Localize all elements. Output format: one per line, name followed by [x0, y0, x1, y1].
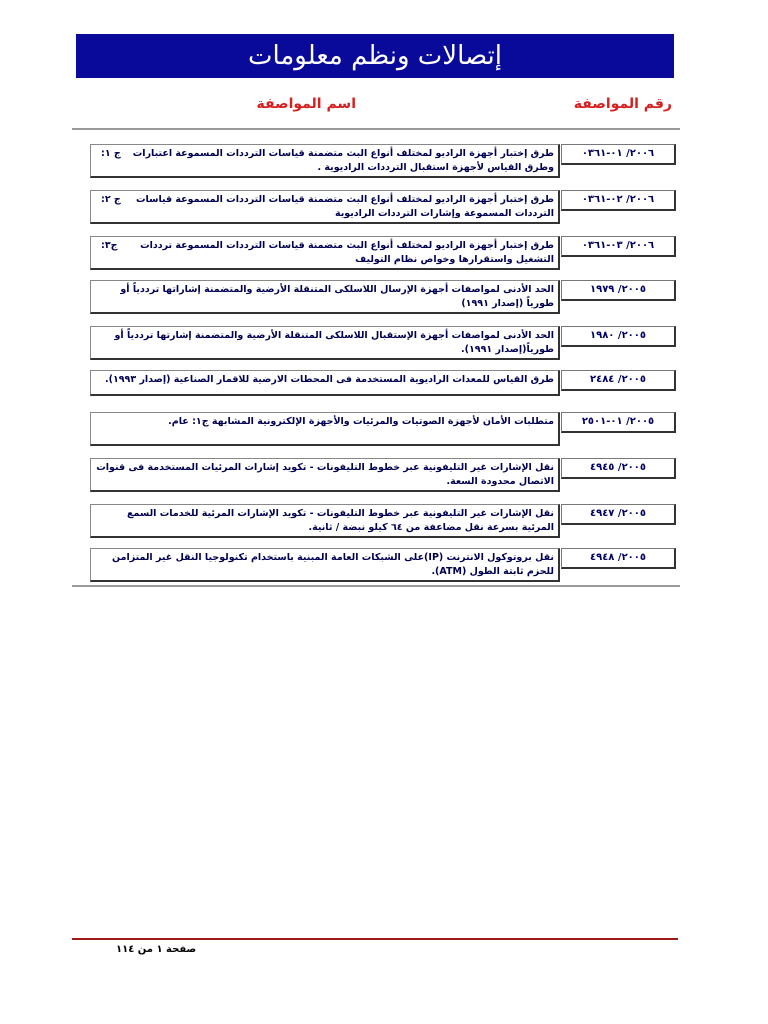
- list-bottom-divider: [72, 585, 680, 587]
- spec-name: [90, 144, 560, 178]
- spec-number: ٢٠٠٥/ ٤٩٤٧: [561, 504, 676, 525]
- spec-number: ٢٠٠٥/ ٠١-٢٥٠١: [561, 412, 676, 433]
- spec-name: [90, 190, 560, 224]
- header-divider: [72, 128, 680, 130]
- spec-number: ٢٠٠٥/ ٤٩٤٥: [561, 458, 676, 479]
- page-number: صفحة ١ من ١١٤: [116, 944, 197, 955]
- footer-divider: [72, 938, 678, 940]
- spec-name-text: الحد الأدنى لمواصفات أجهزة الإرسال اللاسلكى المتنقلة الأرضية والمتضمنة إشاراتها ترددياً أو طورياً (إصدار ١٩٩١): [120, 284, 554, 309]
- spec-name: [90, 280, 560, 314]
- spec-name: [90, 236, 560, 270]
- spec-name-text: نقل الإشارات غير التليفونية عبر خطوط التليفونات - تكويد إشارات المرئيات المستخدمة فى قنوات الاتصال محدودة السعة.: [96, 462, 554, 487]
- spec-number: ٢٠٠٥/ ١٩٨٠: [561, 326, 676, 347]
- spec-part: ج ١:: [101, 148, 121, 159]
- spec-name: [90, 504, 560, 538]
- spec-name-text: طرق إختبار أجهزة الراديو لمختلف أنواع البث متضمنة قياسات الترددات المسموعة ترددات التشغيل واستقرارها وخواص نظام التوليف: [140, 240, 554, 265]
- spec-number: ٢٠٠٥/ ٢٤٨٤: [561, 370, 676, 391]
- spec-number: ٢٠٠٥/ ١٩٧٩: [561, 280, 676, 301]
- spec-name: [90, 326, 560, 360]
- column-header-spec-number: رقم المواصفة: [573, 96, 672, 112]
- spec-name: [90, 458, 560, 492]
- spec-name-text: نقل بروتوكول الانترنت (IP)على الشبكات العامة المبنية باستخدام تكنولوجيا النقل غير المتزامن للحزم ثابتة الطول (ATM).: [112, 552, 554, 577]
- spec-name-text: طرق إختبار أجهزة الراديو لمختلف أنواع البث متضمنة قياسات الترددات المسموعة اعتبارات وطرق القياس لأجهزة استقبال الترددات الراديوية .: [132, 148, 554, 173]
- spec-part: ج ٢:: [101, 194, 121, 205]
- spec-name: [90, 370, 560, 396]
- spec-part: ج٣:: [101, 240, 118, 251]
- spec-name-text: نقل الإشارات غير التليفونية عبر خطوط التليفونات - تكويد الإشارات المرئية للخدمات السمع المرئية بسرعة نقل مضاعفة من ٦٤ كيلو نبضة / ثانية.: [127, 508, 554, 533]
- spec-name-text: متطلبات الأمان لأجهزة الصوتيات والمرئيات والأجهزة الإلكترونية المشابهة ج١: عام.: [168, 416, 554, 427]
- spec-number: ٢٠٠٦/ ٠٣-٠٣٦١: [561, 236, 676, 257]
- spec-number: ٢٠٠٦/ ٠٢-٠٣٦١: [561, 190, 676, 211]
- spec-number: ٢٠٠٦/ ٠١-٠٣٦١: [561, 144, 676, 165]
- spec-name-text: طرق القياس للمعدات الراديوية المستخدمة فى المحطات الارضية للاقمار الصناعية (إصدار ١٩٩٣).: [104, 374, 554, 385]
- page-title: إتصالات ونظم معلومات: [76, 34, 674, 78]
- spec-number: ٢٠٠٥/ ٤٩٤٨: [561, 548, 676, 569]
- spec-name: [90, 548, 560, 582]
- spec-name: [90, 412, 560, 446]
- spec-name-text: طرق إختبار أجهزة الراديو لمختلف أنواع البث متضمنة قياسات الترددات المسموعة قياسات الترددات المسموعة وإشارات الترددات الراديوية: [135, 194, 554, 219]
- column-header-spec-name: اسم المواصفة: [256, 96, 356, 112]
- spec-name-text: الحد الأدنى لمواصفات أجهزة الإستقبال اللاسلكى المتنقلة الأرضية والمتضمنة إشارتها ترددياً أو طورياً(إصدار ١٩٩١).: [114, 330, 554, 355]
